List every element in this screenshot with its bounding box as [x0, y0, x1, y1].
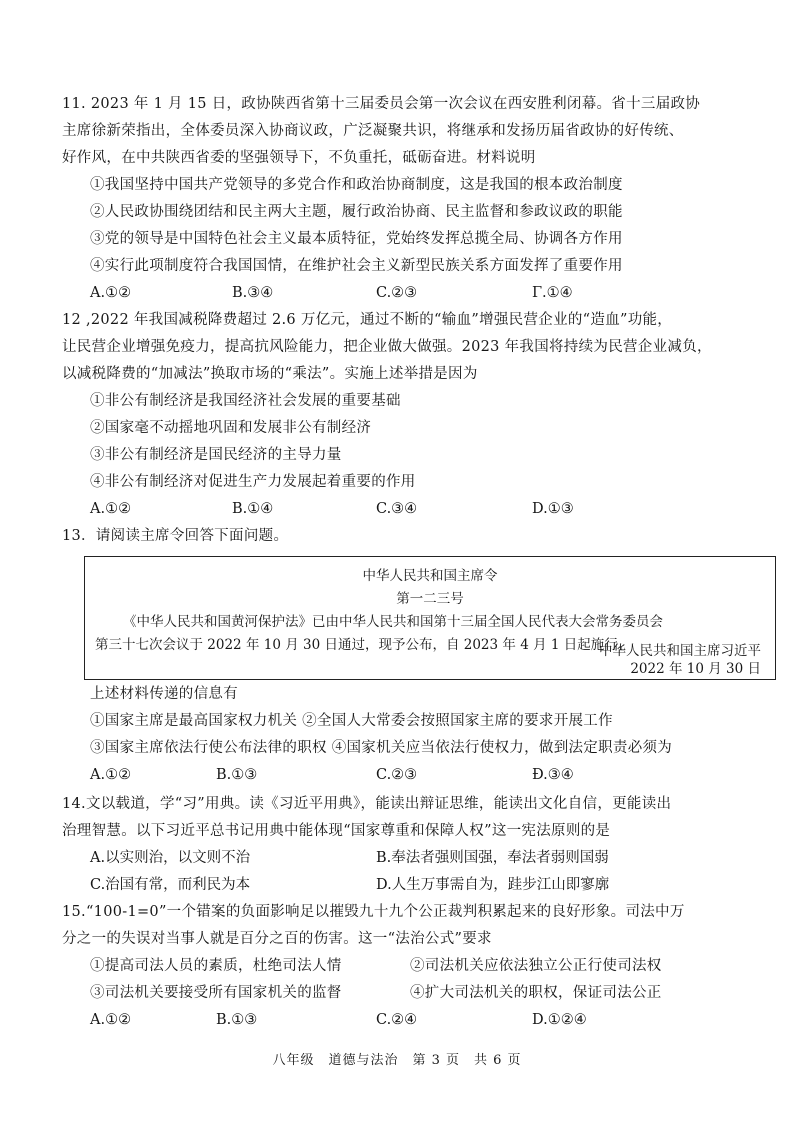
order-body-line-1: 《中华人民共和国黄河保护法》已由中华人民共和国第十三届全国人民代表大会常务委员会 [123, 614, 663, 630]
q11-line-2: 主席徐新荣指出，全体委员深入协商议政，广泛凝聚共识，将继承和发扬历届省政协的好传统、 [62, 123, 684, 139]
q12-option-d: D.①③ [532, 501, 574, 517]
q14-line-1: 14.文以载道，学“习”用典。读《习近平用典》，能读出辩证思维，能读出文化自信，更能读出 [62, 796, 672, 812]
q12-option-b: B.①④ [232, 501, 274, 517]
q15-option-a: A.①② [90, 1012, 132, 1028]
q13-stem: 13．请阅读主席令回答下面问题。 [62, 528, 289, 544]
presidential-order-box [84, 556, 776, 680]
q12-option-a: A.①② [90, 501, 132, 517]
order-title: 中华人民共和国主席令 [362, 568, 498, 584]
q12-line-2: 让民营企业增强免疫力，提高抗风险能力，把企业做大做强。2023 年我国将持续为民营企业减负， [62, 339, 712, 355]
q13-option-d: Đ.③④ [532, 767, 574, 783]
q15-line-1: 15.“100-1=0”一个错案的负面影响足以摧毁九十九个公正裁判积累起来的良好形象。司法中万 [62, 904, 685, 920]
q14-option-d: D.人生万事需自为，跬步江山即寥廓 [376, 877, 610, 893]
q11-option-b: B.③④ [232, 285, 274, 301]
q14-option-b: B.奉法者强则国强，奉法者弱则国弱 [376, 850, 609, 866]
q14-line-2: 治理智慧。以下习近平总书记用典中能体现“国家尊重和保障人权”这一宪法原则的是 [62, 823, 611, 839]
q15-item-1: ①提高司法人员的素质，杜绝司法人情 [90, 958, 342, 974]
q11-line-3: 好作风，在中共陕西省委的坚强领导下，不负重托，砥砺奋进。材料说明 [62, 150, 536, 166]
q11-item-1: ①我国坚持中国共产党领导的多党合作和政治协商制度，这是我国的根本政治制度 [90, 177, 623, 193]
q11-option-c: C.②③ [376, 285, 418, 301]
order-date: 2022 年 10 月 30 日 [630, 661, 761, 677]
q15-option-c: C.②④ [376, 1012, 418, 1028]
q15-item-3: ③司法机关要接受所有国家机关的监督 [90, 985, 342, 1001]
q12-item-3: ③非公有制经济是国民经济的主导力量 [90, 447, 342, 463]
q15-item-4: ④扩大司法机关的职权，保证司法公正 [410, 985, 662, 1001]
q12-line-3: 以减税降费的“加减法”换取市场的“乘法”。实施上述举措是因为 [62, 366, 478, 382]
q14-option-c: C.治国有常，而利民为本 [90, 877, 251, 893]
q13-items-line-1: ①国家主席是最高国家权力机关 ②全国人大常委会按照国家主席的要求开展工作 [90, 713, 613, 729]
q12-item-1: ①非公有制经济是我国经济社会发展的重要基础 [90, 393, 401, 409]
q14-option-a: A.以实则治，以文则不治 [90, 850, 251, 866]
q13-option-c: C.②③ [376, 767, 418, 783]
q11-item-4: ④实行此项制度符合我国国情，在维护社会主义新型民族关系方面发挥了重要作用 [90, 258, 623, 274]
q15-option-b: B.①③ [216, 1012, 258, 1028]
q12-option-c: C.③④ [376, 501, 418, 517]
q15-option-d: D.①②④ [532, 1012, 587, 1028]
page-footer: 八年级 道德与法治 第 3 页 共 6 页 [272, 1053, 522, 1068]
q11-line-1: 11. 2023 年 1 月 15 日，政协陕西省第十三届委员会第一次会议在西安胜利闭幕。省十三届政协 [62, 96, 701, 112]
q13-option-b: B.①③ [216, 767, 258, 783]
order-number: 第一二三号 [396, 591, 464, 607]
q12-line-1: 12 ,2022 年我国减税降费超过 2.6 万亿元，通过不断的“输血”增强民营企业的“造血”功能， [62, 312, 673, 328]
q11-item-3: ③党的领导是中国特色社会主义最本质特征，党始终发挥总揽全局、协调各方作用 [90, 231, 623, 247]
q12-item-2: ②国家毫不动摇地巩固和发展非公有制经济 [90, 420, 372, 436]
q11-option-d: Γ.①④ [532, 285, 573, 301]
q12-item-4: ④非公有制经济对促进生产力发展起着重要的作用 [90, 474, 416, 490]
order-signature: 中华人民共和国主席习近平 [599, 643, 761, 659]
q11-item-2: ②人民政协围绕团结和民主两大主题，履行政治协商、民主监督和参政议政的职能 [90, 204, 623, 220]
order-body-line-2: 第三十七次会议于 2022 年 10 月 30 日通过，现予公布，自 2023 年 4 月 1 日起施行。 [95, 637, 632, 653]
q13-prompt: 上述材料传递的信息有 [90, 686, 238, 702]
q13-items-line-2: ③国家主席依法行使公布法律的职权 ④国家机关应当依法行使权力，做到法定职责必须为 [90, 740, 673, 756]
q11-option-a: A.①② [90, 285, 132, 301]
q15-item-2: ②司法机关应依法独立公正行使司法权 [410, 958, 662, 974]
q13-option-a: A.①② [90, 767, 132, 783]
q15-line-2: 分之一的失误对当事人就是百分之百的伤害。这一“法治公式”要求 [62, 931, 492, 947]
